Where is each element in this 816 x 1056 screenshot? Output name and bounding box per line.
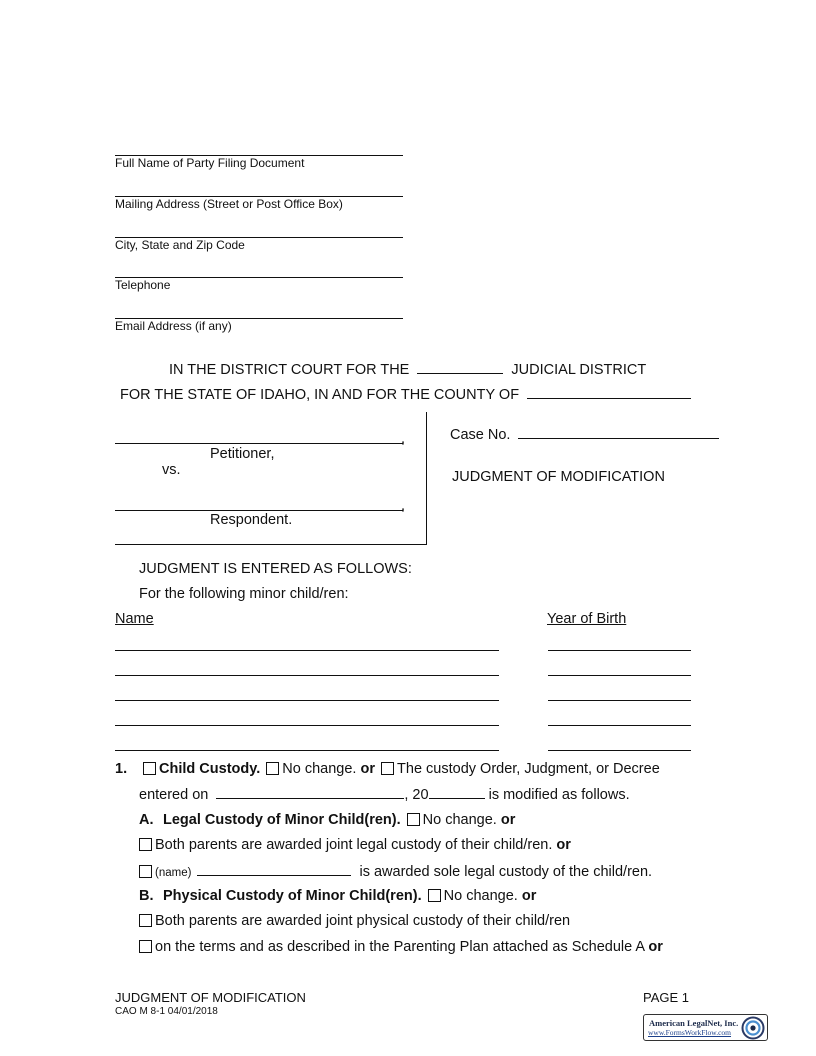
court-line-1-b: JUDICIAL DISTRICT xyxy=(511,362,647,378)
judgment-entered-heading: JUDGMENT IS ENTERED AS FOLLOWS: xyxy=(139,561,412,577)
respondent-label: Respondent. xyxy=(210,512,293,528)
joint-legal-or: or xyxy=(556,837,571,853)
court-line-1 xyxy=(169,361,646,378)
physical-no-change-label: No change. xyxy=(443,888,518,904)
modified-label: is modified as follows. xyxy=(488,787,630,803)
logo-swirl-icon xyxy=(741,1016,765,1040)
respondent-comma: , xyxy=(401,498,406,514)
joint-physical-row xyxy=(139,913,570,929)
mailing-address-label: Mailing Address (Street or Post Office Box) xyxy=(115,197,343,211)
legal-custody-row xyxy=(139,812,515,828)
email-label: Email Address (if any) xyxy=(115,319,232,333)
joint-physical-checkbox[interactable] xyxy=(139,914,152,927)
physical-no-change-checkbox[interactable] xyxy=(428,889,441,902)
caption-vertical-rule xyxy=(426,412,427,545)
case-number-label: Case No. xyxy=(450,427,511,443)
physical-custody-title: Physical Custody of Minor Child(ren). xyxy=(163,888,422,904)
child-name-line[interactable] xyxy=(115,750,499,751)
parenting-plan-row xyxy=(139,939,663,955)
county-blank[interactable] xyxy=(527,386,691,399)
petitioner-comma: , xyxy=(401,431,406,447)
entered-on-date-blank[interactable] xyxy=(216,786,404,799)
case-number-row xyxy=(450,426,719,443)
petitioner-name-line[interactable] xyxy=(115,443,403,444)
footer-page-number: PAGE 1 xyxy=(643,990,690,1005)
section-1-row xyxy=(115,761,660,777)
custody-modified-checkbox[interactable] xyxy=(381,762,394,775)
child-name-line[interactable] xyxy=(115,700,499,701)
footer-form-code: CAO M 8-1 04/01/2018 xyxy=(115,1006,218,1017)
sole-legal-row xyxy=(139,863,652,880)
caption-bottom-rule xyxy=(115,544,427,545)
document-title: JUDGMENT OF MODIFICATION xyxy=(452,469,665,485)
section-1-number: 1. xyxy=(115,761,128,777)
city-state-zip-label: City, State and Zip Code xyxy=(115,238,245,252)
footer-title: JUDGMENT OF MODIFICATION xyxy=(115,990,306,1005)
child-year-line[interactable] xyxy=(548,650,691,651)
year-suffix-blank[interactable] xyxy=(429,786,485,799)
legal-custody-letter: A. xyxy=(139,812,154,828)
physical-or: or xyxy=(521,888,537,904)
petitioner-label: Petitioner, xyxy=(210,446,275,462)
case-number-blank[interactable] xyxy=(518,426,719,439)
logo-name: American LegalNet, Inc. xyxy=(649,1018,739,1028)
year-of-birth-column-header: Year of Birth xyxy=(547,611,627,627)
child-custody-title: Child Custody. xyxy=(159,761,261,777)
child-year-line[interactable] xyxy=(548,700,691,701)
child-name-line[interactable] xyxy=(115,725,499,726)
joint-legal-label: Both parents are awarded joint legal custody of their child/ren. xyxy=(155,837,553,853)
custody-no-change-checkbox[interactable] xyxy=(266,762,279,775)
legal-no-change-checkbox[interactable] xyxy=(407,813,420,826)
court-line-2 xyxy=(120,386,691,403)
physical-custody-row xyxy=(139,888,536,904)
parenting-plan-checkbox[interactable] xyxy=(139,940,152,953)
sole-legal-checkbox[interactable] xyxy=(139,865,152,878)
court-line-2-text: FOR THE STATE OF IDAHO, IN AND FOR THE COUNTY OF xyxy=(120,387,520,403)
logo-url: www.FormsWorkFlow.com xyxy=(648,1028,732,1037)
joint-legal-checkbox[interactable] xyxy=(139,838,152,851)
custody-no-change-label: No change. xyxy=(282,761,357,777)
entered-on-label: entered on xyxy=(139,787,209,803)
custody-or-1: or xyxy=(360,761,375,777)
name-column-header: Name xyxy=(115,611,154,627)
joint-physical-label: Both parents are awarded joint physical custody of their child/ren xyxy=(155,913,571,929)
child-year-line[interactable] xyxy=(548,750,691,751)
physical-custody-letter: B. xyxy=(139,888,154,904)
minor-children-intro: For the following minor child/ren: xyxy=(139,586,349,602)
respondent-name-line[interactable] xyxy=(115,510,403,511)
child-year-line[interactable] xyxy=(548,675,691,676)
entered-on-row xyxy=(139,786,630,803)
child-name-line[interactable] xyxy=(115,675,499,676)
vs-label: vs. xyxy=(162,462,181,478)
custody-order-label: The custody Order, Judgment, or Decree xyxy=(397,761,660,777)
legal-custody-title: Legal Custody of Minor Child(ren). xyxy=(163,812,401,828)
district-number-blank[interactable] xyxy=(417,361,503,374)
sole-legal-name-label: (name) xyxy=(155,867,192,879)
year-prefix-label: , 20 xyxy=(404,787,429,803)
child-custody-checkbox[interactable] xyxy=(143,762,156,775)
court-line-1-a: IN THE DISTRICT COURT FOR THE xyxy=(169,362,410,378)
joint-legal-row xyxy=(139,837,571,853)
legal-or: or xyxy=(500,812,516,828)
sole-legal-name-blank[interactable] xyxy=(197,863,351,876)
sole-legal-label: is awarded sole legal custody of the child/ren. xyxy=(359,864,653,880)
american-legalnet-logo xyxy=(643,1014,768,1041)
telephone-label: Telephone xyxy=(115,278,171,292)
child-year-line[interactable] xyxy=(548,725,691,726)
legal-no-change-label: No change. xyxy=(422,812,497,828)
parenting-plan-or: or xyxy=(648,939,663,955)
child-name-line[interactable] xyxy=(115,650,499,651)
parenting-plan-label: on the terms and as described in the Parenting Plan attached as Schedule A xyxy=(155,939,645,955)
full-name-label: Full Name of Party Filing Document xyxy=(115,156,305,170)
